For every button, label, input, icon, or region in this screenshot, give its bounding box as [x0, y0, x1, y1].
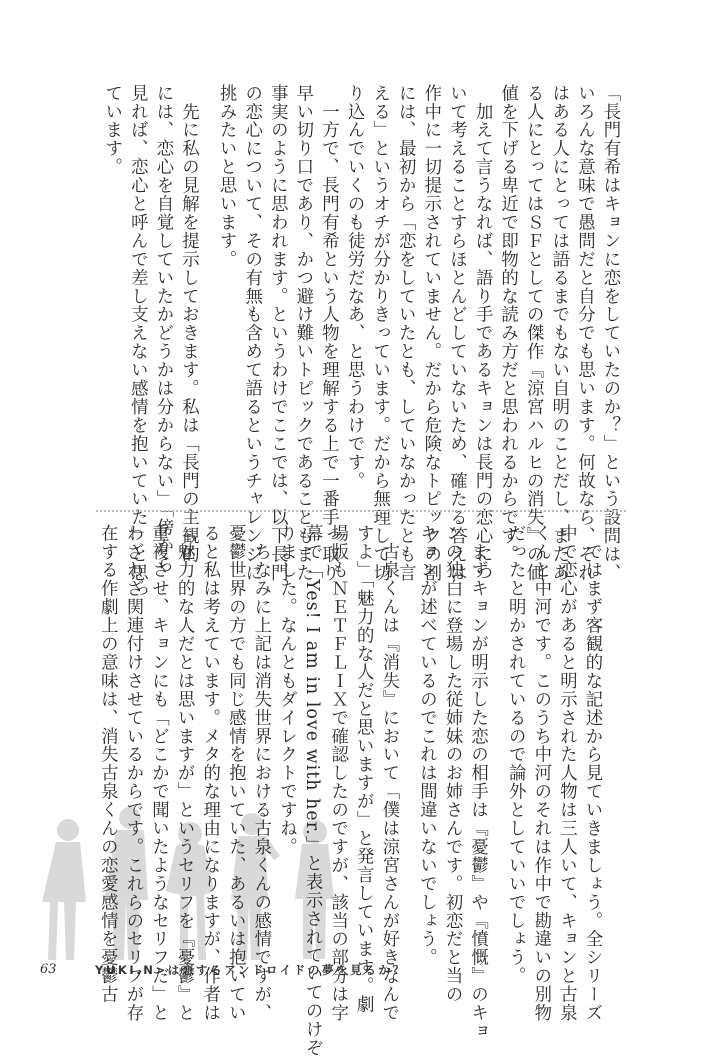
- dotted-divider: [96, 510, 626, 512]
- text-column-line: だったと明かされているので論外としていいでしょう。: [505, 524, 526, 986]
- text-column-line: には、最初から「恋をしていたとも、していなかったとも言: [395, 84, 416, 583]
- text-column-line: キョンが述べているのでこれは間違いないでしょう。: [416, 524, 437, 967]
- text-column-line: の恋心について、その有無も含めて語るというチャレンジに: [241, 84, 262, 583]
- text-column-line: 在する作劇上の意味は、消失古泉くんの恋愛感情を憂鬱古: [97, 524, 118, 1004]
- text-column-line: 幕で「Yes! I am in love with her.」と表示されていてのけぞ: [302, 524, 323, 1057]
- text-column-line: ると私は考えています。メタ的な理由になりますが、作者は: [199, 524, 220, 1023]
- text-column-line: すよ」「魅力的な人だと思いますが」と発言しています。劇: [353, 524, 374, 1014]
- text-column-line: 加えて言うなれば、語り手であるキョンは長門の恋心につ: [472, 84, 493, 583]
- paragraph-gap: [401, 524, 413, 944]
- text-column-line: 憂鬱世界の方でも同じ感情を抱いていた、あるいは抱いてい: [225, 524, 246, 1023]
- text-column-line: 挑みたいと思います。: [216, 84, 237, 269]
- text-column-line: くんと中河です。このうち中河のそれは作中で勘違いの別物: [530, 524, 551, 1023]
- text-column-line: 「魅力的な人だとは思いますが」というセリフを『憂鬱』と: [174, 524, 195, 1023]
- silhouette-figure: [42, 819, 86, 960]
- text-column-line: 古泉くんは『消失』において「僕は涼宮さんが好きなんで: [378, 524, 399, 1023]
- text-column-line: はある人にとっては語るまでもない自明のことだし、またあ: [548, 84, 569, 583]
- paragraph-gap: [201, 84, 213, 504]
- text-column-line: 一方で、長門有希という人物を理解する上で一番手っ取り: [318, 84, 339, 583]
- text-column-line: り込んでいくのも徒労だなあ、と思うわけです。: [344, 84, 365, 490]
- text-column-line: りました。なんともダイレクトですね。: [276, 524, 297, 857]
- text-column-line: 場版もＮＥＴＦＬＩＸで確認したのですが、該当の部分は字: [327, 524, 348, 1023]
- text-column-line: には、恋心を自覚していたかどうかは分からない」「傍から: [152, 84, 173, 574]
- text-column-line: いて考えることすらほとんどしていないため、確たる答えは: [446, 84, 467, 583]
- text-column-line: わざわざ関連付けさせているからです。これらのセリフが存: [122, 524, 143, 1023]
- text-column-line: ではまず客観的な記述から見ていきましょう。全シリーズ: [582, 524, 602, 1023]
- text-column-line: 事実のように思われます。というわけでここでは、以下長門: [267, 84, 288, 583]
- text-column-line: まずキョンが明示した恋の相手は『憂鬱』や『憤慨』のキョ: [467, 524, 488, 1041]
- text-column-line: 「長門有希はキョンに恋をしていたのか？」という設問は、: [600, 84, 620, 583]
- text-column-line: ちなみに上記は消失世界における古泉くんの感情ですが、: [250, 524, 271, 1023]
- text-column-line: 見れば、恋心と呼んで差し支えない感情を抱いていた」と思っ: [127, 84, 148, 601]
- upper-text-block: [98, 84, 622, 601]
- text-column-line: 値を下げる卑近で即物的な読み方だと思われるからです。: [497, 84, 518, 564]
- running-title: YUKI.N>は恋するアンドロイドの夢を見るか？: [95, 963, 407, 977]
- text-column-line: ンの独白に登場した従姉妹のお姉さんです。初恋だと当の: [442, 524, 463, 1004]
- text-column-line: 中で恋心があると明示された人物は三人いて、キョンと古泉: [556, 524, 577, 1023]
- text-column-line: える」というオチが分かりきっています。だから無理して切: [369, 84, 390, 583]
- text-column-line: 先に私の見解を提示しておきます。私は「長門の主観的: [178, 84, 199, 564]
- text-column-line: 重複させ、キョンにも「どこかで聞いたようなセリフだ」と: [148, 524, 169, 1023]
- text-column-line: 作中に一切提示されていません。だから危険なトピックの割: [420, 84, 441, 583]
- text-column-line: る人にとってはＳＦとしての傑作『涼宮ハルヒの消失』の価: [523, 84, 544, 583]
- page-number: 63: [40, 962, 57, 977]
- text-column-line: いろんな意味で愚問だと自分でも思います。何故なら、それ: [574, 84, 595, 583]
- text-column-line: ています。: [101, 84, 122, 177]
- paragraph-gap: [490, 524, 502, 944]
- text-column-line: 早い切り口であり、かつ避け難いトピックであることもまた: [292, 84, 313, 583]
